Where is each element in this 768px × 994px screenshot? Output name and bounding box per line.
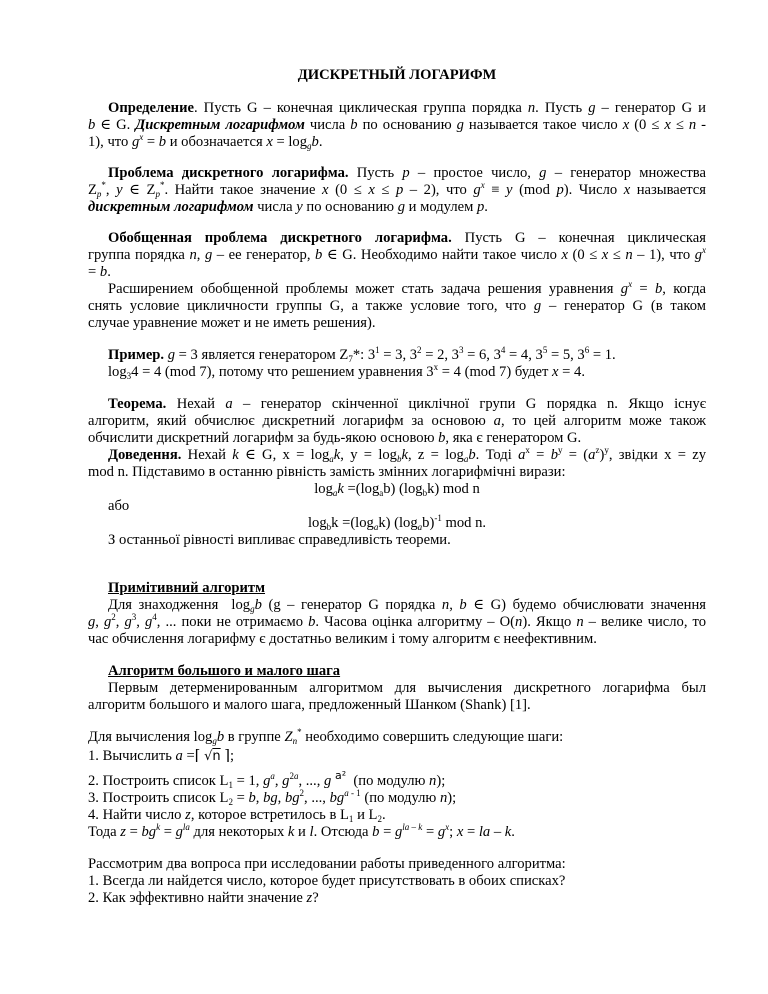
- generalized-line-1: Обобщенная проблема дискретного логарифма. Пусть G – конечная циклическая: [108, 230, 706, 246]
- bsgs-step-4: 4. Найти число z, которое встретилось в $L_1$ и $L_2$.: [88, 807, 386, 824]
- document-title: ДИСКРЕТНЫЙ ЛОГАРИФМ: [297, 67, 497, 83]
- questions-intro: Рассмотрим два вопроса при исследовании работы приведенного алгоритма:: [88, 856, 566, 872]
- definition-line-3: 1), что $g^x = b$ и обозначается $x = \log_gb$.: [88, 132, 323, 151]
- primitive-line-2: g, $g^2$, $g^3$, $g^4$, ... поки не отримаємо b. Часова оцінка алгоритму – O(n). Якщо n – велике число, то: [88, 612, 707, 630]
- bsgs-step-1: 1. Вычислить a =⌈ √n ⌉;: [88, 748, 235, 764]
- bsgs-step-3: 3. Построить список $L_2 = b$, bg, $bg^2$, ..., $bg^{a - 1}$ (по модулю n);: [88, 788, 457, 807]
- bsgs-line-2: алгоритм большого и малого шага, предложенный Шанком (Shank) [1].: [88, 697, 531, 713]
- proof-or: або: [108, 498, 130, 514]
- theorem-label: Теорема.: [108, 396, 167, 412]
- problem-line-1: Проблема дискретного логарифма. Пусть p – простое число, g – генератор множества: [108, 165, 706, 181]
- problem-line-2: $Z_p^*$, y ∈ $Z_p^*$. Найти такое значение x (0 ≤ x ≤ p – 2), что $g^x \equiv y$ (mod p). Число x называется: [88, 180, 706, 199]
- primitive-line-3: час обчислення логарифму є достатньо великим і тому алгоритм є неефективним.: [88, 631, 597, 647]
- primitive-heading: Примітивний алгоритм: [108, 580, 266, 596]
- proof-formula-1: $\log_ak =(\log_ab)$ $(\log_bk)$ mod n: [314, 481, 480, 498]
- example-line-1: Пример. g = 3 является генератором $Z_7*$: $3^1 = 3$, $3^2 = 2$, $3^3 = 6$, $3^4 = 4$, $3^5 = 5$, $3^6 = 1$.: [108, 345, 616, 364]
- question-1: 1. Всегда ли найдется число, которое будет присутствовать в обоих списках?: [88, 873, 566, 889]
- primitive-line-1: Для знаходження $\log_gb$ (g – генератор G порядка n, b ∈ G) будемо обчислювати значення: [108, 597, 706, 614]
- proof-line-2: mod n. Підставимо в останню рівність замість змінних логарифмічні вирази:: [88, 464, 566, 480]
- definition-line-2: b ∈ G. Дискретным логарифмом числа b по основанию g называется такое число x (0 ≤ x ≤ n -: [88, 117, 706, 133]
- proof-formula-2: $\log_bk =(\log_ak)$ $(\log_ab)^{-1}$ mod n.: [307, 513, 487, 532]
- definition-term: Дискретным логарифмом: [135, 117, 305, 133]
- theorem-line-1: Теорема. Нехай a – генератор скінченної циклічної групи G порядка n. Якщо існує: [108, 396, 706, 412]
- problem-line-3: дискретным логарифмом числа y по основанию g и модулем p.: [88, 199, 488, 215]
- definition-label: Определение: [108, 100, 194, 116]
- example-label: Пример.: [108, 347, 165, 363]
- proof-label: Доведення.: [108, 447, 182, 463]
- bsgs-step-2: 2. Построить список $L_1 = 1$, $g^a$, $g^{2a}$, ..., g $^{a^2}$ (по модулю n);: [88, 769, 446, 790]
- bsgs-heading: Алгоритм большого и малого шага: [108, 663, 341, 679]
- question-2: 2. Как эффективно найти значение z?: [88, 890, 319, 906]
- bsgs-then: Тода $z = bg^k = g^{la}$ для некоторых k и l. Отсюда $b = g^{la - k} = g^x$; x = la – k.: [88, 822, 515, 840]
- generalized-line-2: группа порядка n, g – ее генератор, b ∈ G. Необходимо найти такое число x (0 ≤ x ≤ n – 1), что $g^x$: [88, 245, 706, 263]
- proof-conclusion: З останньої рівності випливає справедливість теореми.: [108, 532, 451, 548]
- extension-line-2: снять условие цикличности группы G, а также условие того, что g – генератор G (в таком: [88, 298, 707, 314]
- bsgs-intro: Для вычисления $\log_gb$ в группе $Z_n^*$ необходимо совершить следующие шаги:: [88, 727, 564, 746]
- definition-line-1: Определение. Пусть G – конечная циклическая группа порядка n. Пусть g – генератор G и: [108, 100, 706, 116]
- bsgs-line-1: Первым детерменированным алгоритмом для вычисления дискретного логарифма был: [108, 680, 706, 696]
- proof-line-1: Доведення. Нехай k ∈ G, $x = \log_ak$, $y = \log_bk$, $z = \log_ab$. Тоді $a^x = b^y = (a^z)^y$, звідки x = zy: [108, 445, 706, 464]
- extension-line-3: случае уравнение может и не иметь решения).: [88, 315, 376, 331]
- generalized-label: Обобщенная проблема дискретного логарифма.: [108, 230, 452, 246]
- theorem-line-2: алгоритм, який обчислює дискретний логарифм за основою a, то цей алгоритм може також: [88, 413, 706, 429]
- example-line-2: $\log_34 = 4$ (mod 7), потому что решением уравнения $3^x = 4$ (mod 7) будет x = 4.: [108, 362, 585, 381]
- extension-line-1: Расширением обобщенной проблемы может стать задача решения уравнения $g^x = b$, когда: [108, 279, 707, 297]
- problem-label: Проблема дискретного логарифма.: [108, 165, 349, 181]
- theorem-line-3: обчислити дискретний логарифм за будь-якою основою b, яка є генератором G.: [88, 430, 582, 446]
- generalized-line-3: = b.: [88, 264, 111, 280]
